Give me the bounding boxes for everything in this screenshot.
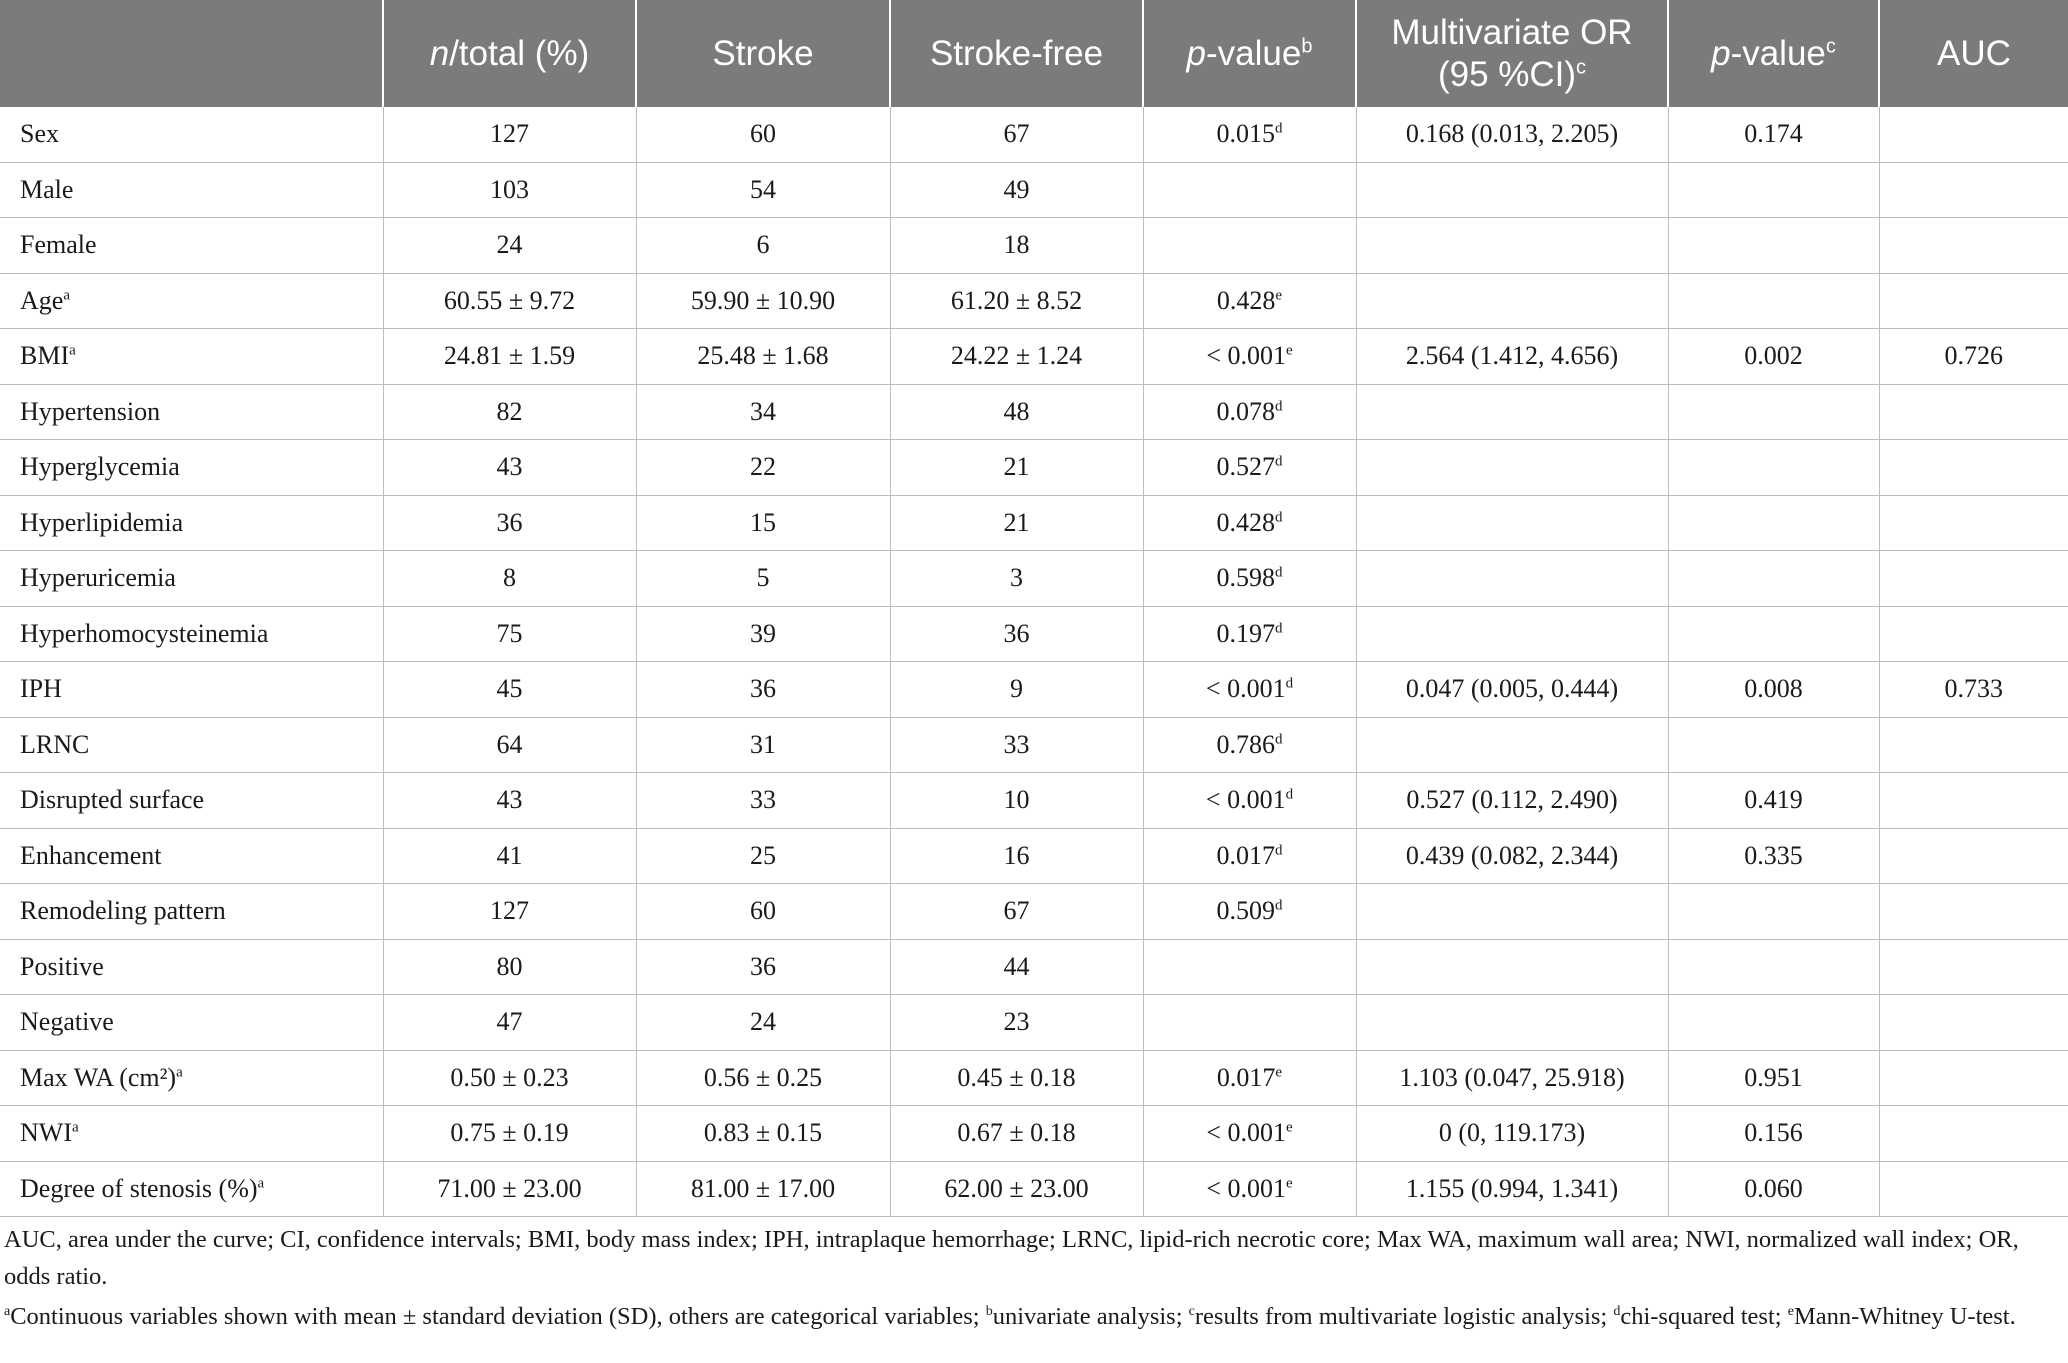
odds-ratio-cell (1356, 551, 1668, 607)
p-value-multivariate-cell: 0.951 (1668, 1050, 1879, 1106)
stroke-cell: 60 (636, 884, 890, 940)
p-value-multivariate-cell (1668, 273, 1879, 329)
header-cell-blank (0, 0, 383, 107)
header-cell-stroke: Stroke (636, 0, 890, 107)
p-value-cell: 0.509$^d$ (1143, 884, 1356, 940)
auc-cell (1879, 1050, 2068, 1106)
stroke-cell: 22 (636, 440, 890, 496)
header-cell-total: n/total (%) (383, 0, 636, 107)
row-label: Hypertension (0, 384, 383, 440)
table-row (0, 717, 2068, 773)
stroke-cell: 36 (636, 662, 890, 718)
stroke-cell: 31 (636, 717, 890, 773)
stroke-free-cell: 33 (890, 717, 1143, 773)
p-value-cell (1143, 939, 1356, 995)
odds-ratio-cell: 2.564 (1.412, 4.656) (1356, 329, 1668, 385)
total-cell: 0.75 ± 0.19 (383, 1106, 636, 1162)
stroke-cell: 81.00 ± 17.00 (636, 1161, 890, 1217)
p-value-multivariate-cell: 0.060 (1668, 1161, 1879, 1217)
auc-cell: 0.733 (1879, 662, 2068, 718)
auc-cell (1879, 606, 2068, 662)
auc-cell (1879, 717, 2068, 773)
table-row (0, 329, 2068, 385)
total-cell: 24 (383, 218, 636, 274)
stroke-free-cell: 21 (890, 495, 1143, 551)
p-value-multivariate-cell (1668, 717, 1879, 773)
odds-ratio-cell (1356, 218, 1668, 274)
footnote-definitions: $^a$Continuous variables shown with mean ± standard deviation (SD), others are categorical variables; $^b$univariate analysis; $^c$results from multivariate logistic analysis; $^d$chi-squared test; $^e$Mann-Whitney U-test. (4, 1303, 2016, 1330)
stroke-free-cell: 48 (890, 384, 1143, 440)
p-value-multivariate-cell (1668, 551, 1879, 607)
stroke-cell: 60 (636, 107, 890, 162)
stroke-free-cell: 62.00 ± 23.00 (890, 1161, 1143, 1217)
abbreviations-note: AUC, area under the curve; CI, confidence intervals; BMI, body mass index; IPH, intraplaque hemorrhage; LRNC, lipid-rich necrotic core; Max WA, maximum wall area; NWI, normalized wall index; OR, odds ratio. (4, 1226, 2019, 1290)
row-label: Age$^a$ (0, 273, 383, 329)
table-row (0, 1161, 2068, 1217)
p-value-cell: 0.598$^d$ (1143, 551, 1356, 607)
stroke-cell: 24 (636, 995, 890, 1051)
stroke-cell: 15 (636, 495, 890, 551)
stroke-free-cell: 49 (890, 162, 1143, 218)
p-value-multivariate-cell (1668, 995, 1879, 1051)
odds-ratio-cell (1356, 162, 1668, 218)
stroke-free-cell: 21 (890, 440, 1143, 496)
p-value-multivariate-cell (1668, 495, 1879, 551)
table-footnotes (0, 1217, 2068, 1335)
table-row (0, 662, 2068, 718)
stroke-cell: 6 (636, 218, 890, 274)
table-row (0, 606, 2068, 662)
total-cell: 75 (383, 606, 636, 662)
stroke-free-cell: 67 (890, 884, 1143, 940)
total-cell: 127 (383, 884, 636, 940)
odds-ratio-cell: 1.103 (0.047, 25.918) (1356, 1050, 1668, 1106)
odds-ratio-cell (1356, 273, 1668, 329)
stroke-free-cell: 10 (890, 773, 1143, 829)
p-value-multivariate-cell (1668, 606, 1879, 662)
p-value-multivariate-cell: 0.002 (1668, 329, 1879, 385)
auc-cell (1879, 273, 2068, 329)
row-label: Hyperuricemia (0, 551, 383, 607)
stroke-free-cell: 44 (890, 939, 1143, 995)
total-cell: 0.50 ± 0.23 (383, 1050, 636, 1106)
row-label: Enhancement (0, 828, 383, 884)
p-value-cell (1143, 162, 1356, 218)
stroke-free-cell: 36 (890, 606, 1143, 662)
odds-ratio-cell (1356, 495, 1668, 551)
table-body (0, 107, 2068, 1217)
row-label: NWI$^a$ (0, 1106, 383, 1162)
header-cell-p-multivariate: p-value$^c$ (1668, 0, 1879, 107)
p-value-cell: < 0.001$^e$ (1143, 1106, 1356, 1162)
total-cell: 47 (383, 995, 636, 1051)
odds-ratio-cell: 0 (0, 119.173) (1356, 1106, 1668, 1162)
stroke-free-cell: 0.67 ± 0.18 (890, 1106, 1143, 1162)
row-label: Male (0, 162, 383, 218)
odds-ratio-cell (1356, 939, 1668, 995)
stroke-cell: 25 (636, 828, 890, 884)
stroke-cell: 33 (636, 773, 890, 829)
table-row (0, 495, 2068, 551)
p-value-cell: < 0.001$^d$ (1143, 773, 1356, 829)
p-value-cell: 0.428e (1143, 273, 1356, 329)
odds-ratio-cell (1356, 440, 1668, 496)
p-value-cell: 0.017$^d$ (1143, 828, 1356, 884)
p-value-multivariate-cell (1668, 884, 1879, 940)
table-row (0, 884, 2068, 940)
odds-ratio-cell (1356, 995, 1668, 1051)
header-cell-auc: AUC (1879, 0, 2068, 107)
total-cell: 71.00 ± 23.00 (383, 1161, 636, 1217)
row-label: Negative (0, 995, 383, 1051)
total-cell: 43 (383, 440, 636, 496)
stroke-free-cell: 18 (890, 218, 1143, 274)
p-value-cell: < 0.001$^e$ (1143, 329, 1356, 385)
stroke-cell: 54 (636, 162, 890, 218)
row-label: Degree of stenosis (%)$^a$ (0, 1161, 383, 1217)
row-label: Remodeling pattern (0, 884, 383, 940)
p-value-multivariate-cell (1668, 384, 1879, 440)
row-label: IPH (0, 662, 383, 718)
p-value-multivariate-cell: 0.156 (1668, 1106, 1879, 1162)
auc-cell (1879, 828, 2068, 884)
p-value-cell (1143, 995, 1356, 1051)
p-value-multivariate-cell: 0.008 (1668, 662, 1879, 718)
stroke-free-cell: 3 (890, 551, 1143, 607)
stroke-cell: 5 (636, 551, 890, 607)
stroke-cell: 39 (636, 606, 890, 662)
auc-cell (1879, 162, 2068, 218)
table-row (0, 773, 2068, 829)
table-row (0, 384, 2068, 440)
auc-cell (1879, 107, 2068, 162)
row-label: Hyperhomocysteinemia (0, 606, 383, 662)
total-cell: 103 (383, 162, 636, 218)
row-label: LRNC (0, 717, 383, 773)
p-value-cell: < 0.001$^e$ (1143, 1161, 1356, 1217)
p-value-multivariate-cell (1668, 162, 1879, 218)
auc-cell (1879, 1106, 2068, 1162)
total-cell: 41 (383, 828, 636, 884)
table-row (0, 939, 2068, 995)
p-value-multivariate-cell: 0.174 (1668, 107, 1879, 162)
p-value-cell: 0.078$^d$ (1143, 384, 1356, 440)
p-value-cell: 0.197$^d$ (1143, 606, 1356, 662)
stroke-free-cell: 24.22 ± 1.24 (890, 329, 1143, 385)
stroke-free-cell: 61.20 ± 8.52 (890, 273, 1143, 329)
auc-cell (1879, 995, 2068, 1051)
auc-cell (1879, 939, 2068, 995)
odds-ratio-cell: 0.168 (0.013, 2.205) (1356, 107, 1668, 162)
stroke-cell: 25.48 ± 1.68 (636, 329, 890, 385)
p-value-cell: 0.527$^d$ (1143, 440, 1356, 496)
stroke-free-cell: 23 (890, 995, 1143, 1051)
stroke-cell: 59.90 ± 10.90 (636, 273, 890, 329)
total-cell: 36 (383, 495, 636, 551)
p-value-cell: 0.015$^d$ (1143, 107, 1356, 162)
stroke-free-cell: 16 (890, 828, 1143, 884)
odds-ratio-cell (1356, 606, 1668, 662)
p-value-cell: 0.017e (1143, 1050, 1356, 1106)
total-cell: 45 (383, 662, 636, 718)
table-row (0, 1050, 2068, 1106)
table-row (0, 440, 2068, 496)
table-row (0, 1106, 2068, 1162)
row-label: Hyperlipidemia (0, 495, 383, 551)
table-row (0, 273, 2068, 329)
table-row (0, 551, 2068, 607)
auc-cell: 0.726 (1879, 329, 2068, 385)
auc-cell (1879, 495, 2068, 551)
total-cell: 64 (383, 717, 636, 773)
stroke-free-cell: 67 (890, 107, 1143, 162)
table-row (0, 107, 2068, 162)
odds-ratio-cell: 0.527 (0.112, 2.490) (1356, 773, 1668, 829)
p-value-multivariate-cell (1668, 218, 1879, 274)
table-row (0, 218, 2068, 274)
row-label: Female (0, 218, 383, 274)
stroke-free-cell: 9 (890, 662, 1143, 718)
total-cell: 24.81 ± 1.59 (383, 329, 636, 385)
p-value-cell: 0.428$^d$ (1143, 495, 1356, 551)
header-cell-multivariate-or: Multivariate OR (95 %CI)$^c$ (1356, 0, 1668, 107)
stroke-cell: 0.56 ± 0.25 (636, 1050, 890, 1106)
auc-cell (1879, 1161, 2068, 1217)
row-label: Positive (0, 939, 383, 995)
total-cell: 82 (383, 384, 636, 440)
p-value-multivariate-cell: 0.335 (1668, 828, 1879, 884)
p-value-multivariate-cell (1668, 440, 1879, 496)
total-cell: 43 (383, 773, 636, 829)
p-value-cell (1143, 218, 1356, 274)
table-row (0, 828, 2068, 884)
odds-ratio-cell: 1.155 (0.994, 1.341) (1356, 1161, 1668, 1217)
auc-cell (1879, 440, 2068, 496)
total-cell: 80 (383, 939, 636, 995)
p-value-cell: < 0.001$^d$ (1143, 662, 1356, 718)
odds-ratio-cell: 0.047 (0.005, 0.444) (1356, 662, 1668, 718)
odds-ratio-cell: 0.439 (0.082, 2.344) (1356, 828, 1668, 884)
auc-cell (1879, 773, 2068, 829)
row-label: Max WA $(cm^2)^a$ (0, 1050, 383, 1106)
header-cell-p-univariate: p-value$^b$ (1143, 0, 1356, 107)
row-label: BMI$^a$ (0, 329, 383, 385)
row-label: Hyperglycemia (0, 440, 383, 496)
auc-cell (1879, 884, 2068, 940)
auc-cell (1879, 384, 2068, 440)
p-value-multivariate-cell: 0.419 (1668, 773, 1879, 829)
header-cell-stroke-free: Stroke-free (890, 0, 1143, 107)
auc-cell (1879, 218, 2068, 274)
row-label: Sex (0, 107, 383, 162)
stroke-cell: 36 (636, 939, 890, 995)
p-value-multivariate-cell (1668, 939, 1879, 995)
total-cell: 8 (383, 551, 636, 607)
odds-ratio-cell (1356, 384, 1668, 440)
odds-ratio-cell (1356, 884, 1668, 940)
table-row (0, 995, 2068, 1051)
odds-ratio-cell (1356, 717, 1668, 773)
header-row (0, 0, 2068, 107)
stroke-cell: 34 (636, 384, 890, 440)
table-row (0, 162, 2068, 218)
total-cell: 127 (383, 107, 636, 162)
p-value-cell: 0.786$^d$ (1143, 717, 1356, 773)
stroke-cell: 0.83 ± 0.15 (636, 1106, 890, 1162)
row-label: Disrupted surface (0, 773, 383, 829)
stroke-free-cell: 0.45 ± 0.18 (890, 1050, 1143, 1106)
total-cell: 60.55 ± 9.72 (383, 273, 636, 329)
auc-cell (1879, 551, 2068, 607)
